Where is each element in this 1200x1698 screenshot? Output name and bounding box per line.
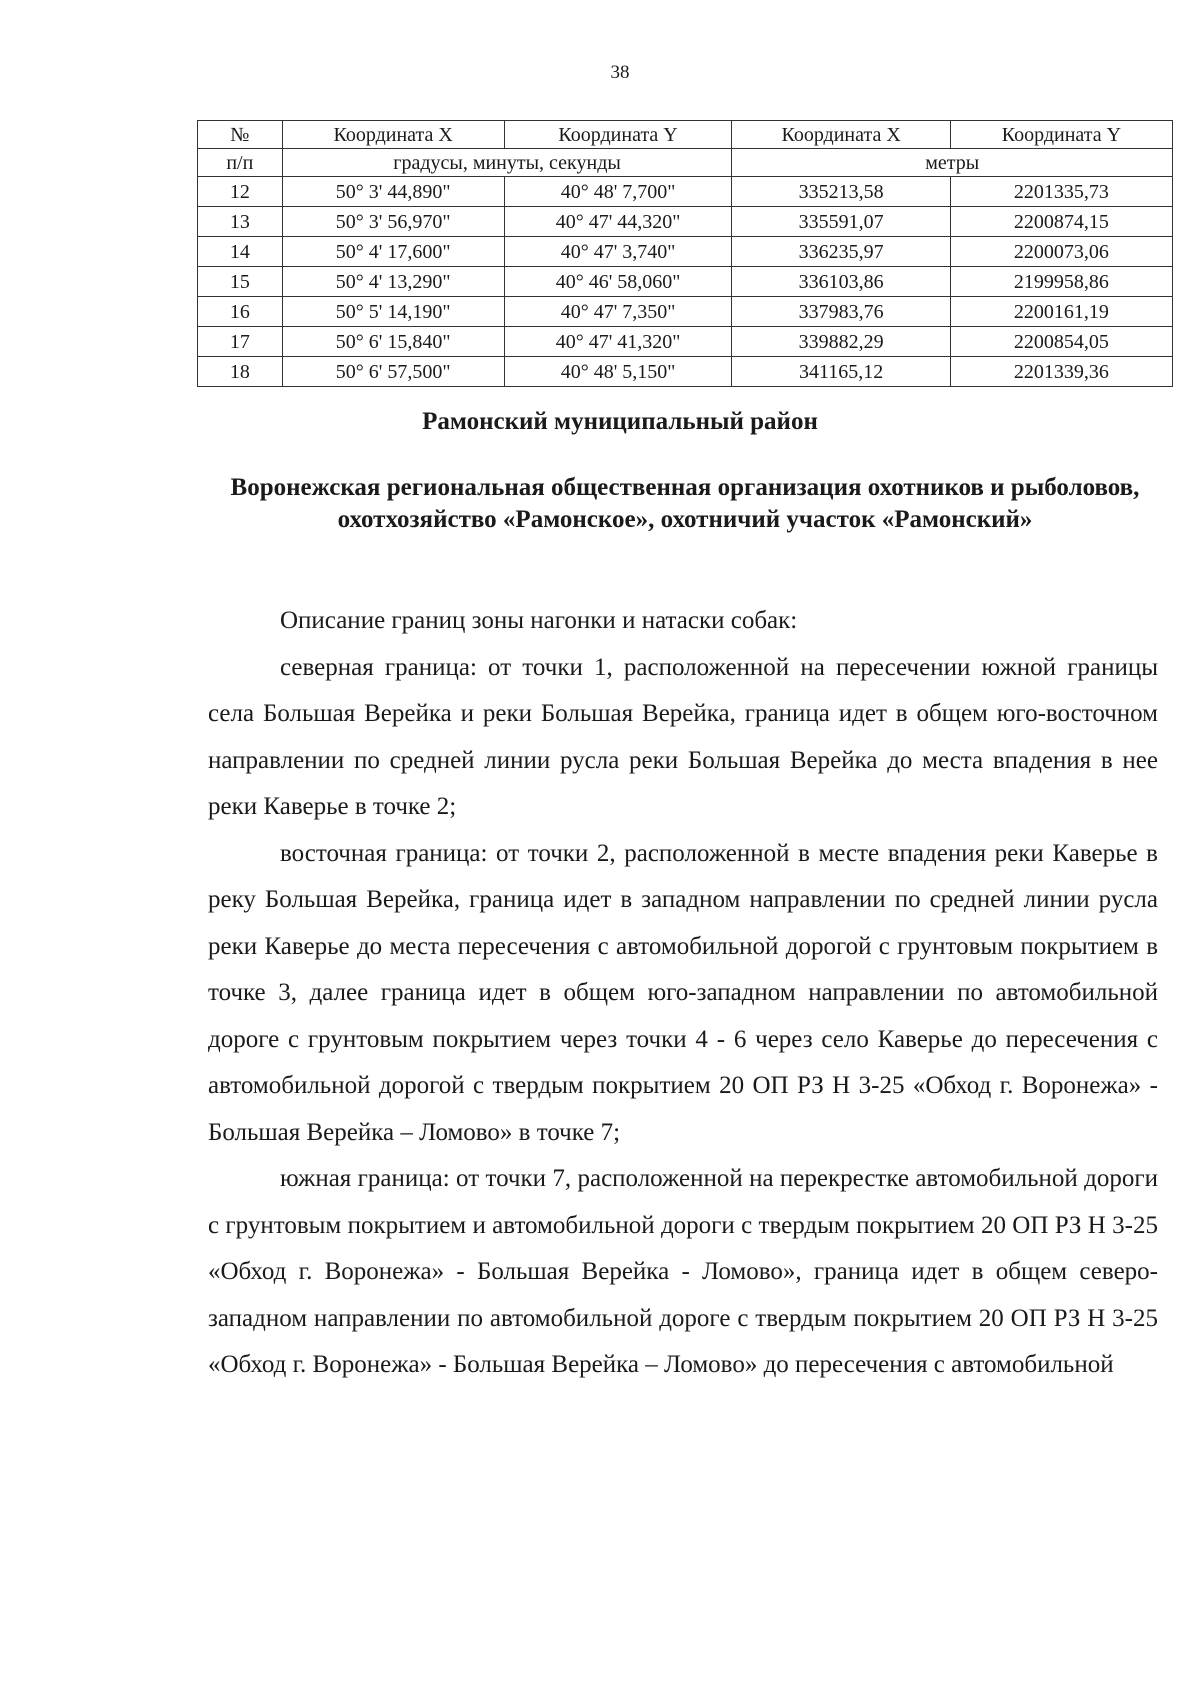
row-number: 14 — [198, 237, 283, 267]
coord-y-meters: 2201339,36 — [950, 357, 1172, 387]
table-row — [198, 237, 1173, 267]
paragraph-south-boundary: южная граница: от точки 7, расположенной на перекрестке автомобильной дороги с грунтовым покрытием и автомобильной дороги с твердым покрытием 20 ОП РЗ Н 3-25 «Обход г. Воронежа» - Большая Верейка - Ломово», граница идет в общем северо-западном направлении по автомобильной дороге с твердым покрытием 20 ОП РЗ Н 3-25 «Обход г. Воронежа» - Большая Верейка – Ломово» до пересечения с автомобильной — [208, 1165, 1158, 1378]
district-heading: Рамонский муниципальный район — [422, 408, 818, 435]
coord-y-meters: 2199958,86 — [950, 267, 1172, 297]
paragraph-east-boundary: восточная граница: от точки 2, расположенной в месте впадения реки Каверье в реку Большая Верейка, граница идет в западном направлении по средней линии русла реки Каверье до места пересечения с автомобильной дорогой с грунтовым покрытием в точке 3, далее граница идет в общем юго-западном направлении по автомобильной дороге с грунтовым покрытием через точки 4 - 6 через село Каверье до пересечения с автомобильной дорогой с твердым покрытием 20 ОП РЗ Н 3-25 «Обход г. Воронежа» - Большая Верейка – Ломово» в точке 7; — [208, 839, 1158, 1146]
coord-x-meters: 335213,58 — [732, 177, 950, 207]
coord-y-degrees: 40° 47' 41,320" — [504, 327, 732, 357]
header-units-degrees: градусы, минуты, секунды — [282, 149, 732, 177]
row-number: 13 — [198, 207, 283, 237]
coord-x-meters: 341165,12 — [732, 357, 950, 387]
header-units-meters: метры — [732, 149, 1173, 177]
coord-x-degrees: 50° 4' 17,600" — [282, 237, 504, 267]
table-row — [198, 177, 1173, 207]
row-number: 17 — [198, 327, 283, 357]
table-body — [198, 177, 1173, 387]
coord-y-degrees: 40° 47' 44,320" — [504, 207, 732, 237]
coord-y-degrees: 40° 47' 3,740" — [504, 237, 732, 267]
coord-y-degrees: 40° 48' 5,150" — [504, 357, 732, 387]
coord-y-degrees: 40° 47' 7,350" — [504, 297, 732, 327]
table-row — [198, 327, 1173, 357]
coord-x-degrees: 50° 3' 56,970" — [282, 207, 504, 237]
coord-x-meters: 336103,86 — [732, 267, 950, 297]
table-row — [198, 297, 1173, 327]
coord-y-meters: 2201335,73 — [950, 177, 1172, 207]
header-coord-x-m: Координата X — [732, 121, 950, 149]
row-number: 16 — [198, 297, 283, 327]
page-number: 38 — [610, 62, 630, 83]
table-row — [198, 267, 1173, 297]
coord-x-degrees: 50° 6' 15,840" — [282, 327, 504, 357]
coord-x-degrees: 50° 4' 13,290" — [282, 267, 504, 297]
coord-x-meters: 335591,07 — [732, 207, 950, 237]
header-pp: п/п — [198, 149, 283, 177]
row-number: 15 — [198, 267, 283, 297]
coord-y-degrees: 40° 46' 58,060" — [504, 267, 732, 297]
coord-x-degrees: 50° 5' 14,190" — [282, 297, 504, 327]
organization-heading: Воронежская региональная общественная организация охотников и рыболовов, охотхозяйство «Рамонское», охотничий участок «Рамонский» — [230, 474, 1140, 533]
header-coord-y-m: Координата Y — [950, 121, 1172, 149]
header-number: № — [198, 121, 283, 149]
coord-x-meters: 339882,29 — [732, 327, 950, 357]
table-subheader-row — [198, 149, 1173, 177]
coord-x-degrees: 50° 6' 57,500" — [282, 357, 504, 387]
table-row — [198, 357, 1173, 387]
coord-x-meters: 337983,76 — [732, 297, 950, 327]
table-header-row — [198, 121, 1173, 149]
coord-y-meters: 2200161,19 — [950, 297, 1172, 327]
coord-y-degrees: 40° 48' 7,700" — [504, 177, 732, 207]
coord-y-meters: 2200854,05 — [950, 327, 1172, 357]
header-coord-x-deg: Координата X — [282, 121, 504, 149]
coordinates-table — [197, 120, 1173, 387]
coord-x-degrees: 50° 3' 44,890" — [282, 177, 504, 207]
boundary-description — [208, 598, 1158, 1389]
paragraph-intro: Описание границ зоны нагонки и натаски собак: — [280, 607, 798, 634]
paragraph-north-boundary: северная граница: от точки 1, расположенной на пересечении южной границы села Большая Верейка и реки Большая Верейка, граница идет в общем юго-восточном направлении по средней линии русла реки Большая Верейка до места впадения в нее реки Каверье в точке 2; — [208, 653, 1158, 820]
row-number: 12 — [198, 177, 283, 207]
table-row — [198, 207, 1173, 237]
coord-y-meters: 2200073,06 — [950, 237, 1172, 267]
header-coord-y-deg: Координата Y — [504, 121, 732, 149]
coord-y-meters: 2200874,15 — [950, 207, 1172, 237]
coord-x-meters: 336235,97 — [732, 237, 950, 267]
row-number: 18 — [198, 357, 283, 387]
